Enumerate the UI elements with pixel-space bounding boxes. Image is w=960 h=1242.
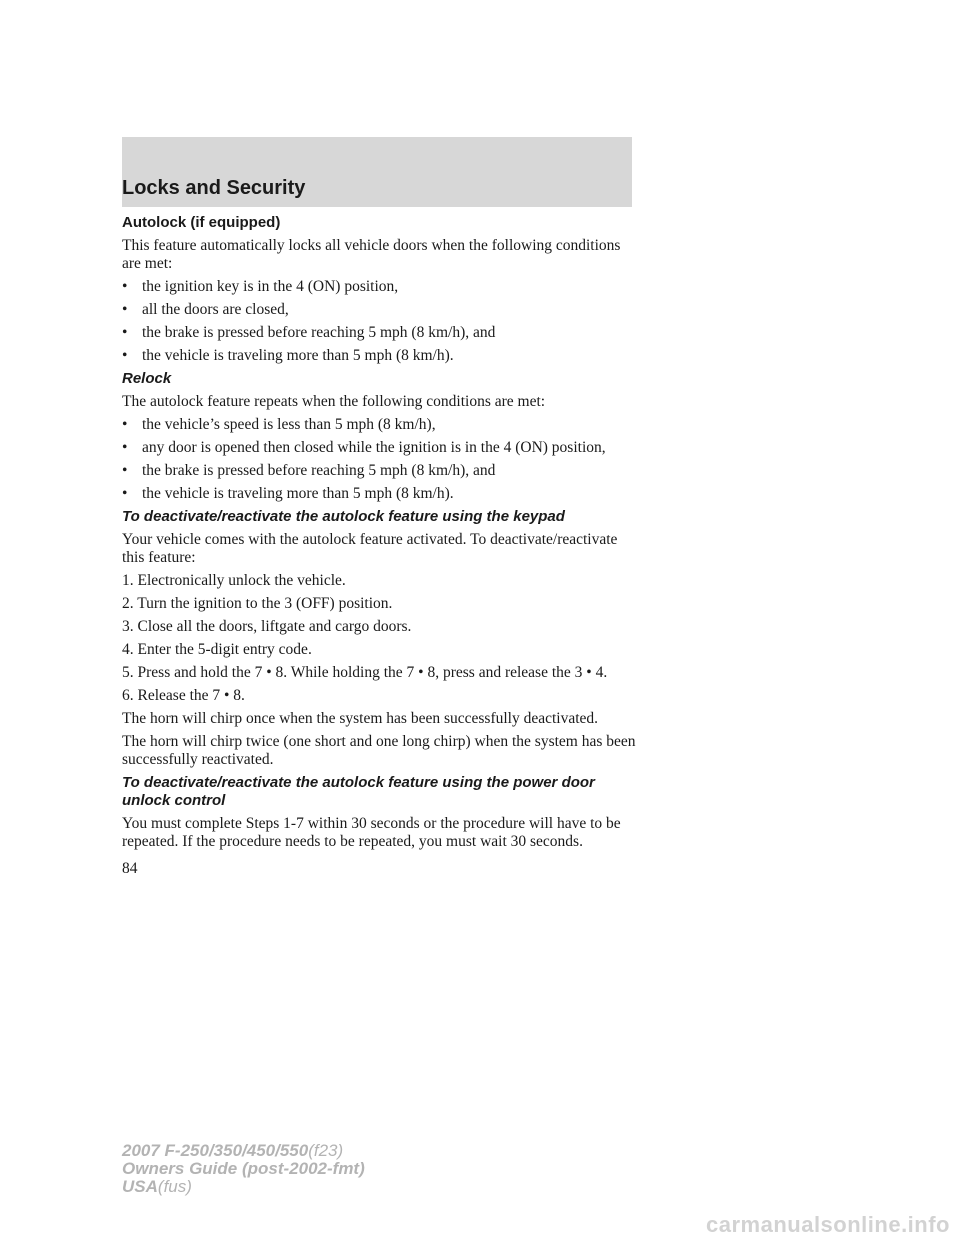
list-item: • the brake is pressed before reaching 5 mph (8 km/h), and [122,462,496,479]
list-item: • the ignition key is in the 4 (ON) position, [122,278,399,295]
keypad-step-6: 6. Release the 7 • 8. [122,687,245,704]
list-item: • the vehicle’s speed is less than 5 mph (8 km/h), [122,416,436,433]
power-door-intro: You must complete Steps 1-7 within 30 seconds or the procedure will have to be repeated. If the procedure needs to be repeated, you must wait 30 seconds. [122,815,621,850]
keypad-step-5: 5. Press and hold the 7 • 8. While holding the 7 • 8, press and release the 3 • 4. [122,664,608,681]
bullet-icon: • [122,439,128,456]
footer-line-3: USA(fus) [122,1177,192,1196]
keypad-heading: To deactivate/reactivate the autolock feature using the keypad [122,508,565,525]
footer-line-2: Owners Guide (post-2002-fmt) [122,1159,365,1178]
document-footer [122,1142,365,1196]
relock-intro: The autolock feature repeats when the following conditions are met: [122,393,546,410]
bullet-icon: • [122,347,128,364]
keypad-step-2: 2. Turn the ignition to the 3 (OFF) position. [122,595,393,612]
keypad-intro: Your vehicle comes with the autolock feature activated. To deactivate/reactivate this feature: [122,531,618,566]
bullet-icon: • [122,278,128,295]
bullet-icon: • [122,485,128,502]
section-title: Locks and Security [122,177,306,199]
bullet-icon: • [122,324,128,341]
autolock-heading: Autolock (if equipped) [122,214,281,231]
keypad-step-1: 1. Electronically unlock the vehicle. [122,572,346,589]
list-item: • the vehicle is traveling more than 5 mph (8 km/h). [122,347,454,364]
power-door-heading: To deactivate/reactivate the autolock feature using the power door unlock control [122,774,595,809]
keypad-note-reactivated: The horn will chirp twice (one short and one long chirp) when the system has been successfully reactivated. [122,733,636,768]
bullet-icon: • [122,416,128,433]
keypad-step-4: 4. Enter the 5-digit entry code. [122,641,312,658]
page-number: 84 [122,860,138,877]
bullet-icon: • [122,301,128,318]
autolock-intro: This feature automatically locks all vehicle doors when the following conditions are met: [122,237,621,272]
footer-line-1: 2007 F-250/350/450/550(f23) [122,1141,344,1160]
page-content [122,214,642,878]
list-item: • the vehicle is traveling more than 5 mph (8 km/h). [122,485,454,502]
list-item: • any door is opened then closed while the ignition is in the 4 (ON) position, [122,439,606,456]
watermark: carmanualsonline.info [706,1212,950,1237]
autolock-conditions-list [122,278,642,365]
keypad-step-3: 3. Close all the doors, liftgate and cargo doors. [122,618,412,635]
list-item: • the brake is pressed before reaching 5 mph (8 km/h), and [122,324,496,341]
relock-heading: Relock [122,370,172,387]
list-item: • all the doors are closed, [122,301,289,318]
relock-conditions-list [122,416,642,503]
bullet-icon: • [122,462,128,479]
keypad-note-deactivated: The horn will chirp once when the system has been successfully deactivated. [122,710,599,727]
